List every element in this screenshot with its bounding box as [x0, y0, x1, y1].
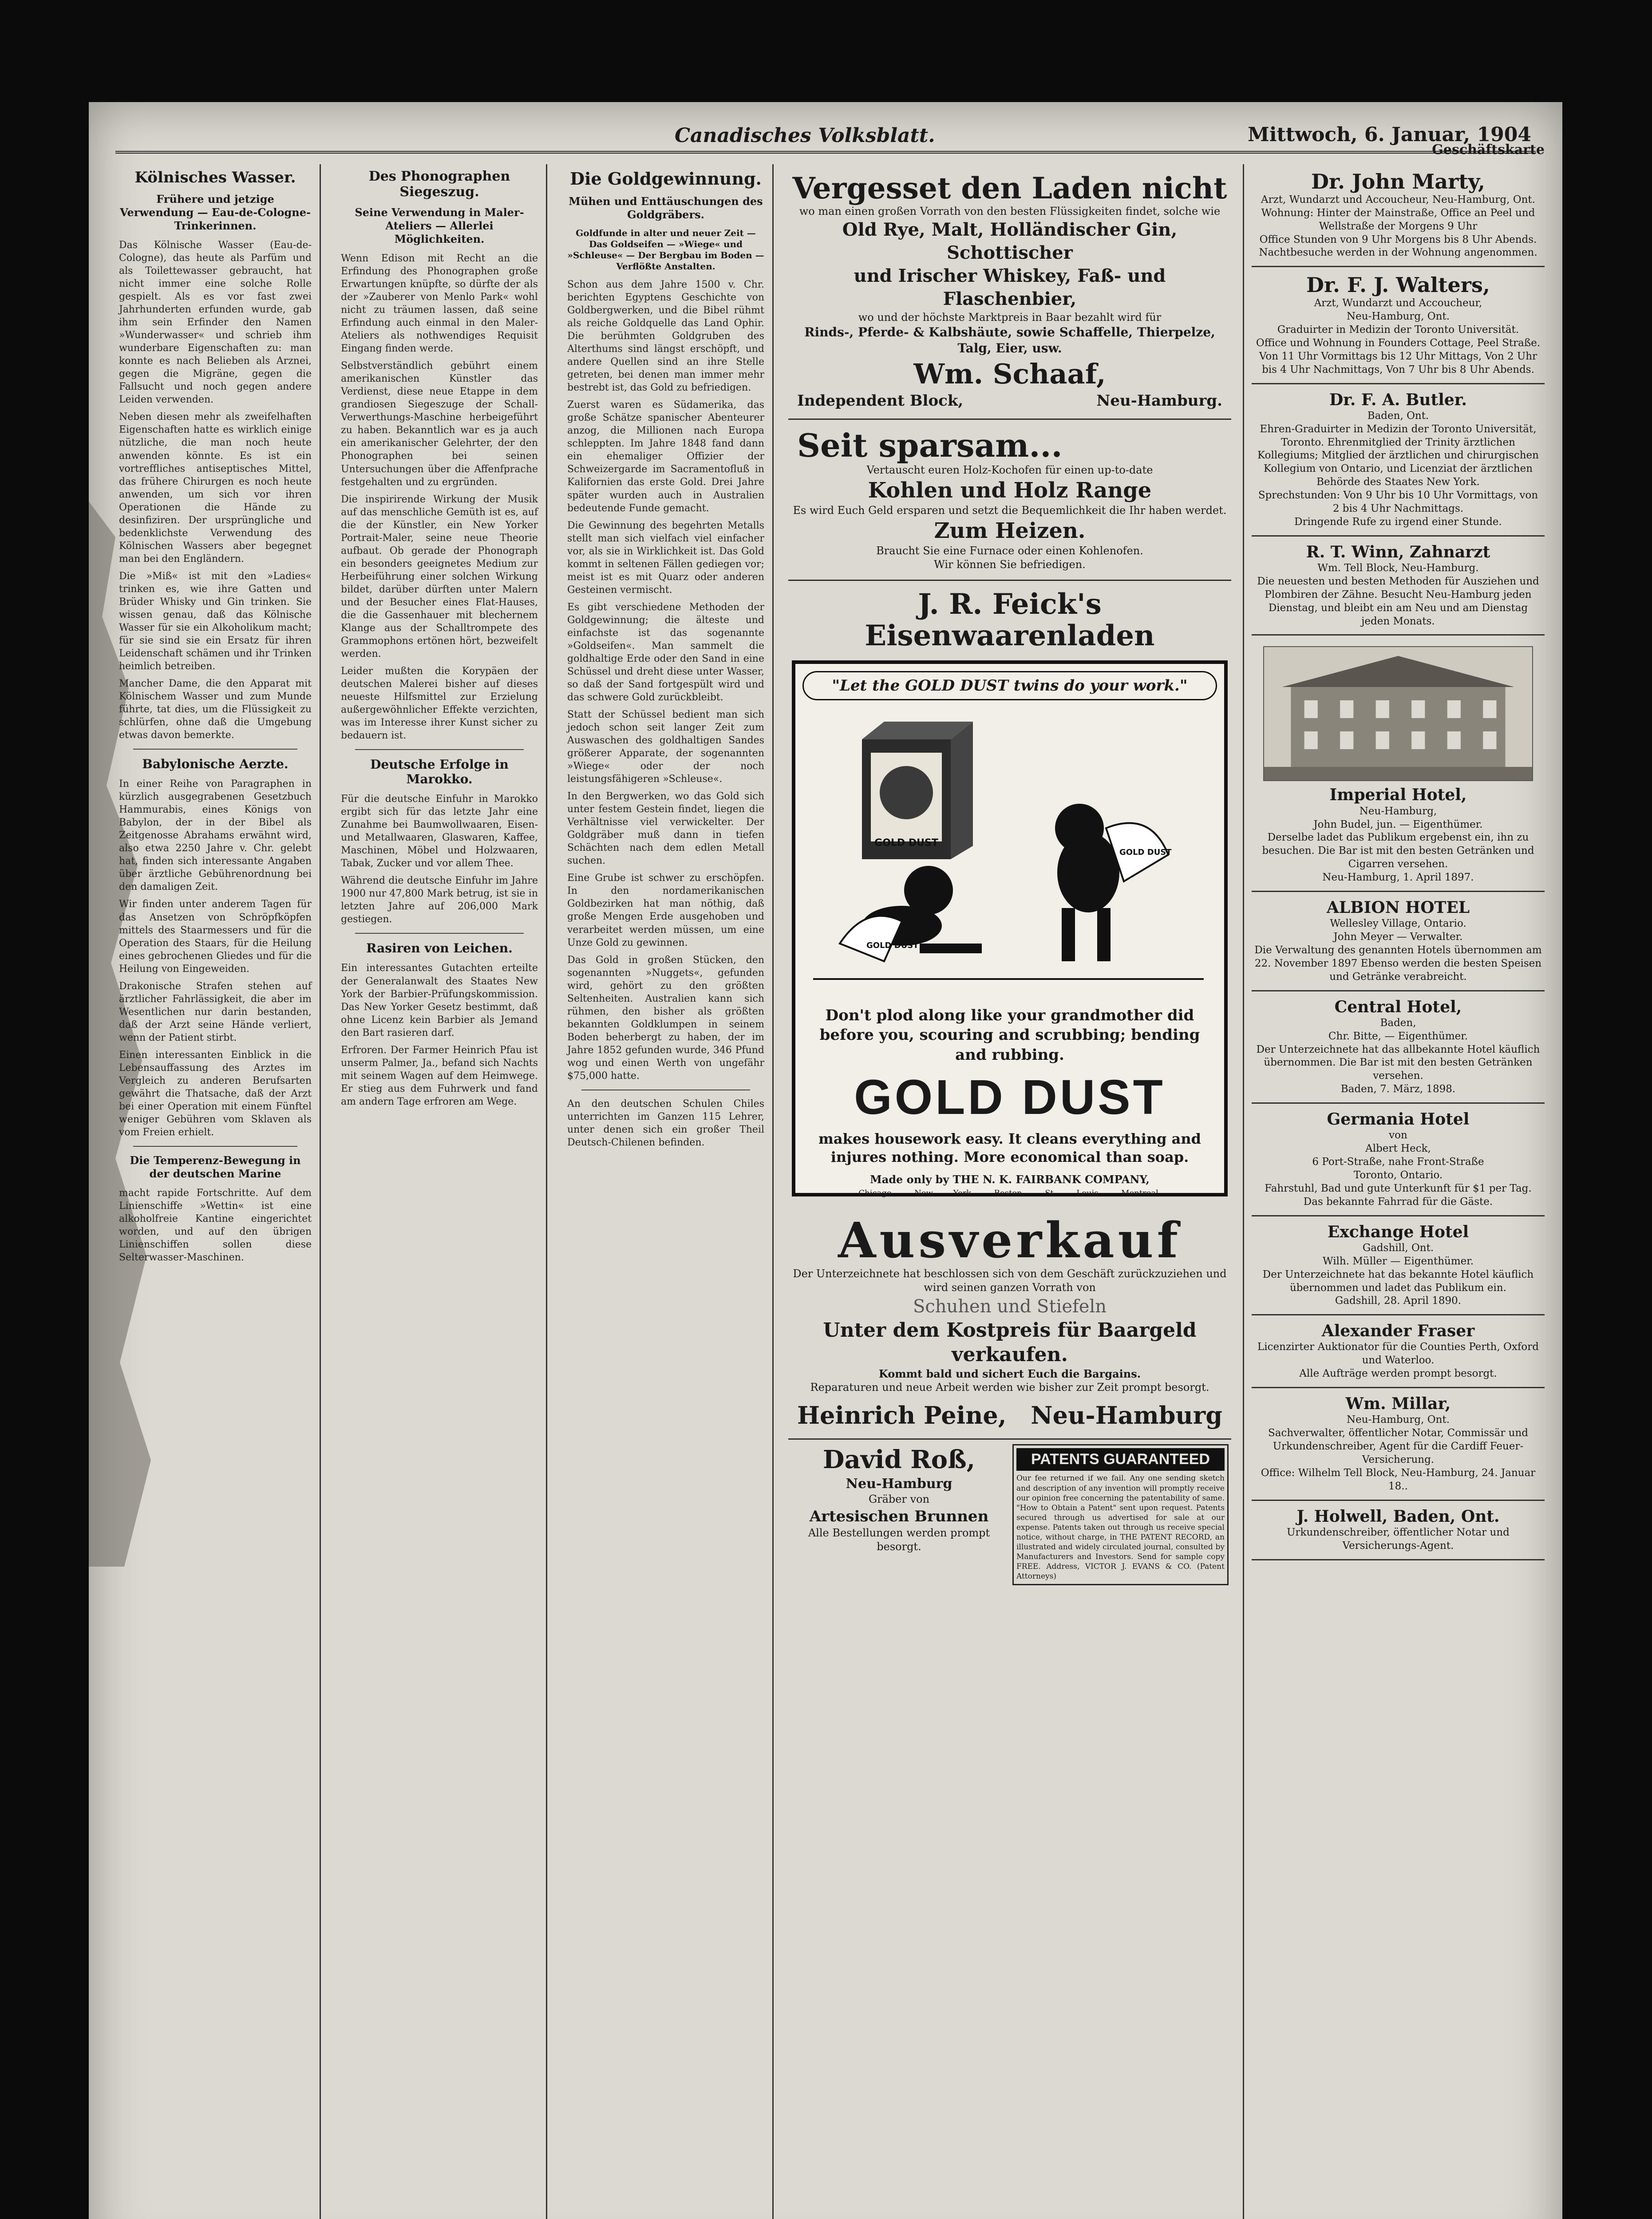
business-card — [1252, 892, 1545, 991]
article-paragraph: Ein interessantes Gutachten erteilte der Generalanwalt des Staates New York der Barbier-Prüfungskommission. Das New Yorker Gesetz bestimmt, daß ohne Licenz kein Barbier als Jemand den Bart rasieren darf. — [341, 963, 538, 1038]
article-paragraph: Selbstverständlich gebührt einem amerikanischen Künstler das Verdienst, diese neue Etappe in dem grandiosen Siegeszuge der Schall-Verwerthungs-Maschine herbeigeführt zu haben. Bekanntlich war es ja auch ein amerikanischer Gelehrter, der den Phonographen bei seinen Untersuchungen über die Affenfprache festgehalten und zu ergründen. — [341, 360, 538, 488]
business-card — [1252, 991, 1545, 1104]
business-cards-column — [1252, 142, 1545, 2219]
business-card-line: Fahrstuhl, Bad und gute Unterkunft für $1 per Tag. Das bekannte Fahrrad für die Gäste. — [1265, 1182, 1532, 1208]
gold-dust-slogan: "Let the GOLD DUST twins do your work." — [802, 671, 1217, 700]
newspaper-page — [89, 102, 1562, 2219]
section-title: Geschäftskarte — [1432, 142, 1545, 158]
business-card — [1252, 1104, 1545, 1216]
business-card-line: Graduirter in Medizin der Toronto Universität. — [1277, 324, 1519, 336]
twin-figure-right-icon — [1055, 804, 1172, 961]
business-card-line: Sprechstunden: Von 9 Uhr bis 10 Uhr Vormittags, von 2 bis 4 Uhr Nachmittags. — [1258, 490, 1538, 514]
business-card-line: Albert Heck, — [1365, 1143, 1431, 1155]
divider — [355, 933, 524, 934]
article-paragraph: Es gibt verschiedene Methoden der Goldgewinnung; die älteste und einfachste ist das sogenannte »Goldseifen«. Man sammelt die goldhaltige Erde oder den Sand in eine Schüssel und dreht diese unter Wasser, so daß der Sand fortgespült wird und das schwere Gold zurückbleibt. — [567, 601, 764, 703]
business-card-line: Ehren-Graduirter in Medizin der Toronto Universität, Toronto. Ehrenmitglied der Trinity ärztlichen Kollegiums; Mitglied der ärztlichen und chirurgischen Kollegium von Ontario, und Licenziat der ärztlichen Behörde des Staates New York. — [1257, 423, 1539, 488]
business-card — [1252, 636, 1545, 892]
gold-dust-brand: GOLD DUST — [854, 1070, 1166, 1125]
patents-header: PATENTS GUARANTEED — [1016, 1448, 1225, 1471]
advert-headline: Ausverkauf — [838, 1212, 1182, 1269]
business-card-line: Baden, — [1380, 1017, 1416, 1029]
hotel-building-icon — [1264, 647, 1532, 780]
business-card-name: Dr. F. A. Butler. — [1329, 390, 1467, 409]
article-paragraph: Die »Miß« ist mit den »Ladies« trinken es, wie ihre Gatten und Brüder Whisky und Gin trinken. Sie wissen genau, daß das Kölnische Wasser für sie ein Alkoholikum macht; für sie sind sie ein Ersatz für ihren Leidenschaft schämen und ihr Trinken heimlich betreiben. — [119, 570, 312, 672]
article-subtitle: Mühen und Enttäuschungen des Goldgräbers. — [569, 195, 763, 221]
advert-headline: Seit sparsam... — [797, 426, 1063, 465]
column-1 — [115, 164, 315, 2219]
advert-text: Gräber von — [868, 1493, 930, 1506]
business-card-name: J. Holwell, Baden, Ont. — [1296, 1507, 1500, 1526]
article-paragraph: In einer Reihe von Paragraphen in kürzlich ausgegrabenen Gesetzbuch Hammurabis, eines Königs von Babylon, der in der Bibel als Zeitgenosse Abrahams erwähnt wird, also etwa 2250 Jahre v. Chr. gelebt hat, finden sich interessante Angaben über ärztliche Gebührenordnung bei den damaligen Zeit. — [119, 778, 312, 893]
advert-text: Vertauscht euren Holz-Kochofen für einen up-to-date — [866, 463, 1153, 476]
business-card-line: Toronto, Ontario. — [1353, 1169, 1443, 1181]
business-card — [1252, 1216, 1545, 1316]
business-card-line: Office und Wohnung in Founders Cottage, Peel Straße. — [1256, 337, 1541, 349]
business-card-name: Imperial Hotel, — [1329, 786, 1467, 805]
advert-text: und Irischer Whiskey, Faß- und Flaschenbier, — [854, 265, 1166, 309]
advert-text: Rinds-, Pferde- & Kalbshäute, sowie Schaffelle, Thierpelze, Talg, Eier, usw. — [804, 324, 1215, 356]
advert-name: Wm. Schaaf, — [913, 357, 1106, 390]
patents-box — [1012, 1444, 1229, 1585]
business-card-name: Germania Hotel — [1327, 1110, 1470, 1129]
column-rule — [546, 164, 547, 2219]
business-card-line: John Meyer — Verwalter. — [1333, 931, 1463, 943]
issue-date: Mittwoch, 6. Januar, 1904 — [1248, 123, 1531, 146]
business-card-line: Baden, 7. März, 1898. — [1340, 1083, 1456, 1095]
svg-text:GOLD DUST: GOLD DUST — [1119, 848, 1172, 857]
advert-town: Neu-Hamburg. — [1096, 392, 1222, 410]
business-card-line: Wm. Tell Block, Neu-Hamburg. — [1317, 562, 1479, 574]
advert-text: Kommt bald und sichert Euch die Bargains. — [878, 1367, 1141, 1380]
article-paragraph: Zuerst waren es Südamerika, das große Schätze spanischer Abenteurer anzog, die Millionen nach Europa schleppten. Im Jahre 1848 fand dann ein ehemaliger Offizier der Schweizergarde im Sacramentofluß in Kalifornien das erste Gold. Drei Jahre später wurden auch in Australien bedeutende Funde gemacht. — [567, 399, 764, 514]
article-paragraph: An den deutschen Schulen Chiles unterrichten im Ganzen 115 Lehrer, unter denen sich ein großer Theil Deutsch-Chilenen befinden. — [567, 1098, 764, 1148]
article-paragraph: Wenn Edison mit Recht an die Erfindung des Phonographen große Erwartungen knüpfte, so dürfte der als der »Zauberer von Menlo Park« wohl nicht zu träumen lassen, daß seine Erfindung auch einmal in den Maler-Ateliers als nothwendiges Requisit Eingang finden werde. — [341, 253, 538, 355]
business-card — [1252, 1501, 1545, 1560]
business-card-line: Von 11 Uhr Vormittags bis 12 Uhr Mittags, Von 2 Uhr bis 4 Uhr Nachmittags, Von 7 Uhr bis 8 Uhr Abends. — [1259, 350, 1537, 375]
advert-text: Schuhen und Stiefeln — [913, 1296, 1107, 1317]
business-card — [1252, 384, 1545, 537]
article-paragraph: Für die deutsche Einfuhr in Marokko ergibt sich für das letzte Jahr eine Zunahme bei Baumwollwaaren, Eisen- und Metallwaaren, Glaswaren, Kaffee, Maschinen, Möbel und Holzwaaren, Tabak, Zucker und vor allem Thee. — [341, 794, 538, 869]
business-card — [1252, 537, 1545, 636]
article-title: Deutsche Erfolge in Marokko. — [370, 757, 509, 787]
business-card-name: Dr. John Marty, — [1311, 170, 1485, 193]
business-card-line: Der Unterzeichnete hat das bekannte Hotel käuflich übernommen und ladet das Publikum ein. — [1262, 1268, 1534, 1294]
business-card-name: ALBION HOTEL — [1326, 898, 1470, 917]
business-card-line: Sachverwalter, öffentlicher Notar, Commissär und Urkundenschreiber, Agent für die Cardiff Feuer-Versicherung. — [1268, 1427, 1529, 1466]
article-subtitle: Frühere und jetzige Verwendung — Eau-de-Cologne-Trinkerinnen. — [120, 193, 311, 232]
advert-feick — [788, 581, 1231, 651]
business-card-name: Exchange Hotel — [1327, 1222, 1469, 1241]
advert-text: Old Rye, Malt, Holländischer Gin, Schottischer — [842, 219, 1178, 263]
business-card-line: Neu-Hamburg, 1. April 1897. — [1322, 872, 1474, 884]
business-card-line: Arzt, Wundarzt und Accoucheur, — [1314, 297, 1482, 309]
article-paragraph: Wir finden unter anderem Tagen für das Ansetzen von Schröpfköpfen mittels des Staarmessers und für die Operation des Staars, für die Heilung eines gebrochenen Gliedes und für die Heilung von Eingeweiden. — [119, 899, 312, 975]
article-paragraph: Schon aus dem Jahre 1500 v. Chr. berichten Egyptens Geschichte von Goldbergwerken, und die Bibel rühmt als reiche Goldquelle das Land Ophir. Die berühmten Goldgruben des Alterthums sind längst erschöpft, und andere Quellen sind an ihre Stelle getreten, bei denen man immer mehr bestrebt ist, das Gold zu befriedigen. — [567, 279, 764, 394]
column-rule — [772, 164, 774, 2219]
advert-footer — [788, 391, 1231, 411]
advert-headline: Vergesset den Laden nicht — [792, 171, 1227, 205]
article-paragraph: Die Gewinnung des begehrten Metalls stellt man sich vielfach viel einfacher vor, als sie in Wirklichkeit ist. Das Gold kommt in seltenen Fällen gediegen vor; meist ist es mit Quarz oder anderen Gesteinen vermischt. — [567, 520, 764, 596]
business-card-line: Alle Aufträge werden prompt besorgt. — [1299, 1368, 1497, 1380]
business-card-line: Die neuesten und besten Methoden für Ausziehen und Plombiren der Zähne. Besucht Neu-Hamburg jeden Dienstag, und bleibt ein am Neu und am Dienstag jeden Monats. — [1257, 575, 1539, 627]
business-card-line: Neu-Hamburg, — [1359, 805, 1437, 817]
article-paragraph: Neben diesen mehr als zweifelhaften Eigenschaften hatte es wirklich einige nützliche, die man noch heute anwenden könnte. Es ist ein vortreffliches antiseptisches Mittel, das frühere Chirurgen es noch heute anwenden, um sich vor ihren Operationen die Hände zu desinfiziren. Der ursprüngliche und bedenklichste Verwendung des Kölnischen Wassers aber begegnet man bei den Engländern. — [119, 411, 312, 565]
article-paragraph: macht rapide Fortschritte. Auf dem Linienschiffe »Wettin« ist eine alkoholfreie Kantine eingerichtet worden, und auf den übrigen Linienschiffen sollen diese Selterwasser-Maschinen. — [119, 1188, 312, 1263]
business-card-line: Office Stunden von 9 Uhr Morgens bis 8 Uhr Abends. — [1259, 233, 1537, 245]
article-subtitle: Seine Verwendung in Maler-Ateliers — Allerlei Möglichkeiten. — [355, 206, 524, 245]
business-card-name: Central Hotel, — [1334, 997, 1462, 1016]
patents-text: Our fee returned if we fail. Any one sending sketch and description of any invention will promptly receive our opinion free concerning the patentability of same. "How to Obtain a Patent" sent upon request. Patents secured through us advertised for sale at our expense. Patents taken out through us receive special notice, without charge, in THE PATENT RECORD, an illustrated and widely circulated journal, consulted by Manufacturers and Investors. Send for sample copy FREE. Address, VICTOR J. EVANS & CO. (Patent Attorneys) — [1016, 1474, 1225, 1581]
business-card-name: Alexander Fraser — [1321, 1322, 1475, 1341]
advert-peine — [788, 1205, 1231, 1440]
article-title: Die Temperenz-Bewegung in der deutschen Marine — [130, 1154, 301, 1181]
business-card-line: Nachtbesuche werden in der Wohnung angenommen. — [1259, 247, 1537, 259]
advert-name: Heinrich Peine, — [797, 1401, 1007, 1429]
advert-patents — [1010, 1444, 1231, 1585]
business-card-line: Urkundenschreiber, öffentlicher Notar und Versicherungs-Agent. — [1287, 1526, 1510, 1552]
business-card-name: Wm. Millar, — [1345, 1394, 1451, 1414]
svg-text:GOLD DUST: GOLD DUST — [874, 837, 938, 849]
advert-footer — [788, 1401, 1231, 1431]
article-paragraph: Einen interessanten Einblick in die Lebensauffassung des Arztes im Vergleich zu anderen Berufsarten gewährt die Thatsache, daß der Arzt bei einer Operation mit einem Fünftel weniger Gebühren vom Sklaven als vom Freien erhielt. — [119, 1049, 312, 1138]
business-card-line: Derselbe ladet das Publikum ergebenst ein, ihn zu besuchen. Die Bar ist mit den besten Getränken und Cigarren versehen. — [1262, 832, 1534, 870]
column-3 — [564, 164, 768, 2219]
advert-text: Reparaturen und neue Arbeit werden wie bisher zur Zeit prompt besorgt. — [810, 1381, 1209, 1394]
business-card-line: Gadshill, 28. April 1890. — [1335, 1295, 1462, 1307]
article-paragraph: Statt der Schüssel bedient man sich jedoch schon seit langer Zeit zum Auswaschen des goldhaltigen Sandes größerer Apparate, der sogenannten »Wiege« oder der noch leistungsfähigeren »Schleuse«. — [567, 709, 764, 785]
advert-text: Zum Heizen. — [934, 518, 1086, 543]
business-card-name: Dr. F. J. Walters, — [1306, 273, 1490, 297]
hotel-illustration — [1263, 646, 1533, 781]
gold-dust-line: makes housework easy. It cleans everything and injures nothing. More economical than soap. — [818, 1130, 1201, 1166]
advert-text: Braucht Sie eine Furnace oder einen Kohlenofen. — [876, 545, 1143, 557]
advert-text: wo und der höchste Marktpreis in Baar bezahlt wird für — [858, 311, 1162, 324]
article-title: Babylonische Aerzte. — [142, 757, 289, 772]
advert-headline: J. R. Feick's Eisenwaarenladen — [865, 588, 1155, 652]
advert-ranges — [788, 420, 1231, 581]
article-paragraph: In den Bergwerken, wo das Gold sich unter festem Gestein findet, liegen die Verhältnisse viel verwickelter. Der Goldgräber muß dann in tiefen Schächten nach dem edlen Metall suchen. — [567, 791, 764, 867]
advert-town: Neu-Hamburg — [846, 1476, 952, 1492]
advert-name: David Roß, — [822, 1445, 976, 1475]
advert-text: verkaufen. — [952, 1343, 1068, 1366]
business-card — [1252, 267, 1545, 384]
advert-text: Wir können Sie befriedigen. — [934, 558, 1086, 571]
advert-ross — [788, 1444, 1010, 1585]
advert-text: Artesischen Brunnen — [809, 1507, 989, 1525]
gold-dust-advert — [792, 660, 1228, 1196]
business-card-line: Baden, Ont. — [1367, 410, 1429, 422]
advert-text: Unter dem Kostpreis für Baargeld — [823, 1319, 1197, 1342]
advert-column — [781, 164, 1238, 2219]
advert-town: Neu-Hamburg — [1031, 1401, 1222, 1429]
business-card-line: Wilh. Müller — Eigenthümer. — [1322, 1255, 1474, 1267]
advert-text: Der Unterzeichnete hat beschlossen sich von dem Geschäft zurückzuziehen und wird seinen ganzen Vorrath von — [793, 1267, 1227, 1294]
article-paragraph: Eine Grube ist schwer zu erschöpfen. In den nordamerikanischen Goldbezirken hat man nöthig, daß große Mengen Erde ausgehoben und verarbeitet werden müssen, um eine Unze Gold zu gewinnen. — [567, 873, 764, 948]
business-card — [1252, 1315, 1545, 1388]
advert-text: wo man einen großen Vorrath von den besten Flüssigkeiten findet, solche wie — [799, 205, 1221, 217]
article-title: Die Goldgewinnung. — [570, 169, 762, 189]
business-card-name: R. T. Winn, Zahnarzt — [1306, 542, 1490, 561]
business-card-line: Dringende Rufe zu irgend einer Stunde. — [1294, 516, 1502, 528]
divider — [133, 1146, 297, 1147]
paper-title: Canadisches Volksblatt. — [675, 124, 935, 147]
advert-text: Alle Bestellungen werden prompt besorgt. — [808, 1526, 990, 1553]
business-card-line: Neu-Hamburg, Ont. — [1347, 1414, 1450, 1426]
business-card-line: Chr. Bitte, — Eigenthümer. — [1328, 1030, 1468, 1042]
business-card — [1252, 164, 1545, 267]
article-paragraph: Mancher Dame, die den Apparat mit Kölnischem Wasser und zum Munde führte, tat dies, um die Flüssigkeit zu schlürfen, ohne daß die Umgebung etwas davon bemerkte. — [119, 678, 312, 741]
article-paragraph: Das Kölnische Wasser (Eau-de-Cologne), das heute als Parfüm und als Toilettewasser gebraucht, hat nicht immer eine solche Rolle gespielt. Als es vor fast zwei Jahrhunderten erfunden wurde, gab ihm sein Erfinder den Namen »Wunderwasser« und schrieb ihm wunderbare Eigenschaften zu: man konnte es nach Belieben als Arznei, gegen die Migräne, gegen die Fallsucht und noch gegen andere Leiden verwenden. — [119, 240, 312, 406]
business-card-line: Der Unterzeichnete hat das allbekannte Hotel käuflich übernommen. Die Bar ist mit den besten Getränken versehen. — [1256, 1043, 1540, 1082]
business-card-line: Gadshill, Ont. — [1362, 1242, 1434, 1254]
gold-dust-cities: Chicago, New York, Boston, St. Louis. Montreal. — [858, 1188, 1161, 1198]
gold-dust-copy — [809, 1006, 1211, 1198]
business-card-line: von — [1389, 1129, 1407, 1141]
business-card-line: Office: Wilhelm Tell Block, Neu-Hamburg, 24. Januar 18.. — [1261, 1467, 1536, 1492]
business-card-line: Die Verwaltung des genannten Hotels übernommen am 22. November 1897 Ebenso werden die besten Speisen und Getränke verabreicht. — [1254, 944, 1542, 983]
article-paragraph: Während die deutsche Einfuhr im Jahre 1900 nur 47,800 Mark betrug, ist sie in letzten Jahre auf 206,000 Mark gestiegen. — [341, 875, 538, 925]
gold-dust-twins-illustration — [813, 713, 1204, 997]
divider — [355, 749, 524, 750]
gold-dust-maker: Made only by THE N. K. FAIRBANK COMPANY, — [870, 1173, 1150, 1186]
gold-dust-line: Don't plod along like your grandmother did before you, scouring and scrubbing; bending and rubbing. — [819, 1007, 1200, 1064]
business-card-line: Wohnung: Hinter der Mainstraße, Office an Peel und Wellstraße der Morgens 9 Uhr — [1261, 207, 1535, 232]
advert-schaaf — [788, 164, 1231, 420]
divider — [133, 749, 297, 750]
business-card — [1252, 1388, 1545, 1501]
column-2 — [337, 164, 541, 2219]
column-rule — [320, 164, 321, 2219]
washing-powder-box-icon — [862, 722, 973, 859]
article-title: Rasiren von Leichen. — [366, 941, 513, 956]
article-paragraph: Erfroren. Der Farmer Heinrich Pfau ist unserm Palmer, Ja., befand sich Nachts mit seinem Wagen auf dem Heimwege. Er stieg aus dem Fuhrwerk und fand am andern Tage erfroren am Wege. — [341, 1044, 538, 1107]
business-card-line: John Budel, jun. — Eigenthümer. — [1313, 818, 1483, 830]
twin-figure-left-icon — [840, 866, 982, 961]
advert-address: Independent Block, — [797, 392, 964, 410]
business-card-line: Licenzirter Auktionator für die Counties Perth, Oxford und Waterloo. — [1257, 1341, 1539, 1366]
article-paragraph: Drakonische Strafen stehen auf ärztlicher Fahrlässigkeit, die aber im Wesentlichen nur darin bestanden, daß der Arzt seine Hände verliert, wenn der Patient stirbt. — [119, 980, 312, 1043]
article-title: Kölnisches Wasser. — [134, 169, 296, 186]
article-paragraph: Die inspirirende Wirkung der Musik auf das menschliche Gemüth ist es, auf die der Künstler, ein New Yorker Portrait-Maler, seine neue Theorie aufbaut. Ob gerade der Phonograph ein besonders geeignetes Medium zur Herbeiführung einer solchen Wirkung bildet, darüber dürften unter Malern und der Besucher eines Flat-Hauses, die die Gassenhauer mit blechernem Klange aus der Schalltrompete des Grammophons ertönen hört, bezweifelt werden. — [341, 494, 538, 659]
business-card-line: 6 Port-Straße, nahe Front-Straße — [1312, 1156, 1484, 1168]
article-paragraph: Das Gold in großen Stücken, den sogenannten »Nuggets«, gefunden wird, gehört zu den größten Seltenheiten. Australien kann sich rühmen, den bisher als größten bekannten Goldklumpen in seinem Boden beherbergt zu haben, der im Jahre 1852 gefunden wurde, 346 Pfund wog und einen Werth von ungefähr $75,000 hatte. — [567, 954, 764, 1082]
business-card-line: Wellesley Village, Ontario. — [1330, 918, 1466, 930]
article-subtitle: Goldfunde in alter und neuer Zeit — Das Goldseifen — »Wiege« und »Schleuse« — Der Bergbau im Boden — Verflößte Anstalten. — [567, 228, 764, 272]
article-paragraph: Leider mußten die Korypäen der deutschen Malerei bisher auf dieses neueste Hilfsmittel zur Erzielung außergewöhnlicher Effekte verzichten, was im Interesse ihrer Kunst sicher zu bedauern ist. — [341, 665, 538, 742]
advert-text: Kohlen und Holz Range — [868, 478, 1152, 503]
business-card-line: Neu-Hamburg, Ont. — [1347, 311, 1450, 323]
business-card-line: Arzt, Wundarzt und Accoucheur, Neu-Hamburg, Ont. — [1261, 193, 1535, 205]
column-rule — [1243, 164, 1244, 2219]
advert-text: Es wird Euch Geld ersparen und setzt die Bequemlichkeit die Ihr haben werdet. — [793, 504, 1227, 517]
article-title: Des Phonographen Siegeszug. — [368, 169, 510, 200]
business-card-list — [1252, 164, 1545, 1560]
advert-bottom-row — [788, 1444, 1231, 1585]
svg-text:GOLD DUST: GOLD DUST — [866, 941, 919, 951]
